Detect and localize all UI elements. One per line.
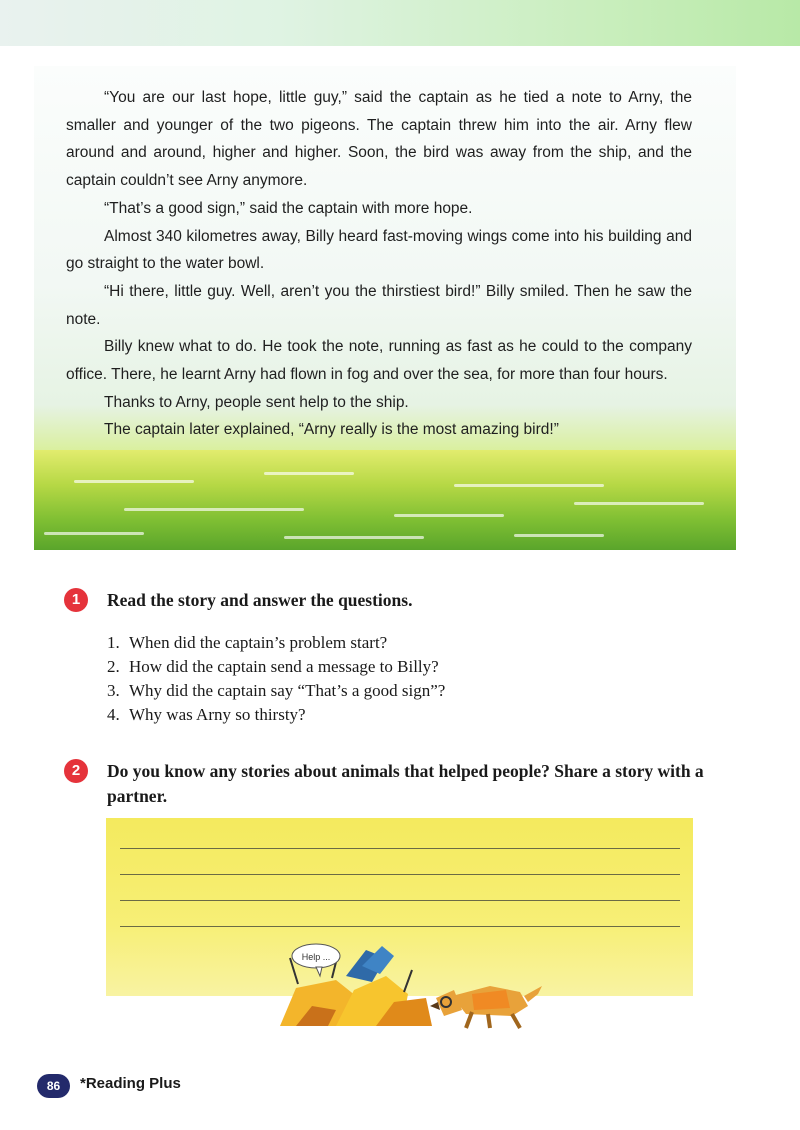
story-paragraph: “You are our last hope, little guy,” said the captain as he tied a note to Arny, the smaller and younger of the two pigeons. The captain threw him into the air. Arny flew around and around, higher and higher. Soon, the bird was away from the ship, and the captain couldn’t see Arny anymore. [66, 89, 692, 190]
activity-2 [64, 759, 704, 809]
question-text: How did the captain send a message to Billy? [129, 657, 439, 676]
story-paragraph: “That’s a good sign,” said the captain with more hope. [104, 199, 473, 217]
activity-1-instruction: Read the story and answer the questions. [107, 590, 413, 610]
question-text: When did the captain’s problem start? [129, 633, 388, 652]
rescue-dog-illustration [276, 936, 546, 1032]
speech-bubble-text: Help ... [301, 952, 331, 962]
activity-1-badge: 1 [64, 588, 88, 612]
story-paragraph: Almost 340 kilometres away, Billy heard fast-moving wings come into his building and go straight to the water bowl. [66, 227, 692, 273]
sea-background [34, 450, 736, 550]
question-number: 2. [107, 657, 120, 676]
question-text: Why did the captain say “That’s a good sign”? [129, 681, 446, 700]
question-item [107, 655, 704, 679]
question-number: 3. [107, 681, 120, 700]
story-paragraph: The captain later explained, “Arny really is the most amazing bird!” [104, 421, 559, 439]
activity-2-badge: 2 [64, 759, 88, 783]
story-paragraph: “Hi there, little guy. Well, aren’t you the thirstiest bird!” Billy smiled. Then he saw the note. [66, 282, 692, 328]
page-number-badge: 86 [37, 1074, 70, 1098]
writing-line [120, 874, 680, 875]
story-panel [34, 66, 736, 550]
writing-line [120, 900, 680, 901]
activity-1 [64, 588, 704, 727]
story-paragraph: Thanks to Arny, people sent help to the ship. [104, 393, 409, 411]
question-list [107, 631, 704, 727]
story-paragraph: Billy knew what to do. He took the note, running as fast as he could to the company office. There, he learnt Arny had flown in fog and over the sea, for more than four hours. [66, 338, 692, 384]
question-number: 1. [107, 633, 120, 652]
top-decorative-band [0, 0, 800, 46]
dog-icon [430, 986, 542, 1028]
question-item [107, 679, 704, 703]
writing-line [120, 848, 680, 849]
question-item [107, 703, 704, 727]
question-item [107, 631, 704, 655]
question-number: 4. [107, 705, 120, 724]
story-text [66, 84, 692, 444]
section-label: *Reading Plus [80, 1075, 181, 1092]
question-text: Why was Arny so thirsty? [129, 705, 306, 724]
activity-2-instruction: Do you know any stories about animals that helped people? Share a story with a partner. [107, 761, 704, 806]
writing-line [120, 926, 680, 927]
